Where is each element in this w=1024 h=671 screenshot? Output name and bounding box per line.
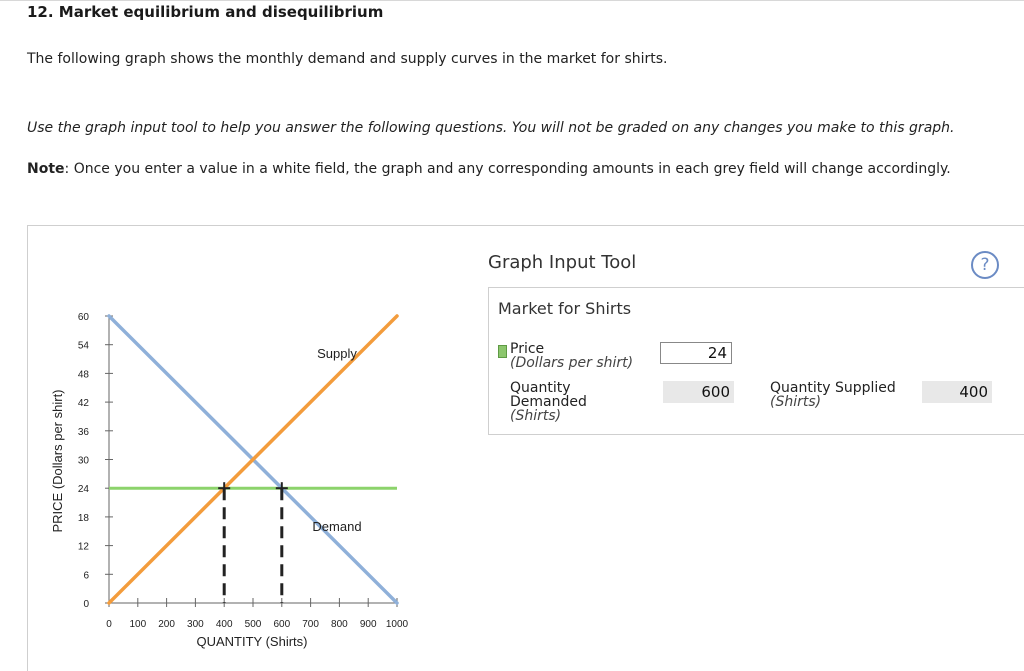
y-tick-label: 42 <box>77 398 89 410</box>
y-tick-label: 6 <box>83 570 89 582</box>
quantity-supplied-unit: (Shirts) <box>770 394 822 410</box>
y-tick-label: 24 <box>77 484 89 496</box>
help-icon[interactable]: ? <box>971 251 999 279</box>
x-tick-label: 900 <box>359 619 377 630</box>
quantity-supplied-field: 400 <box>922 381 992 403</box>
x-tick-label: 300 <box>187 619 204 630</box>
price-label: Price <box>510 341 545 357</box>
price-input[interactable]: 24 <box>660 342 732 364</box>
y-tick-label: 60 <box>77 312 89 323</box>
market-title: Market for Shirts <box>498 299 632 318</box>
x-tick-label: 800 <box>331 619 348 630</box>
quantity-demanded-field: 600 <box>663 381 734 403</box>
x-tick-label: 200 <box>158 619 175 630</box>
question-intro: The following graph shows the monthly demand and supply curves in the market for shirts. <box>27 51 668 67</box>
y-tick-label: 0 <box>83 599 89 610</box>
y-tick-label: 12 <box>77 541 89 553</box>
question-title: 12. Market equilibrium and disequilibrium <box>27 3 384 21</box>
graph-input-tool-title: Graph Input Tool <box>488 252 637 273</box>
question-instruction: Use the graph input tool to help you answer the following questions. You will not be graded on any changes you make to this graph. <box>27 120 955 136</box>
x-tick-label: 1000 <box>385 619 409 630</box>
y-tick-label: 48 <box>77 369 89 381</box>
x-tick-label: 0 <box>106 619 112 630</box>
demand-curve-label: Demand <box>312 519 362 534</box>
y-tick-label: 36 <box>77 426 89 438</box>
price-unit: (Dollars per shirt) <box>510 355 634 371</box>
x-tick-label: 100 <box>129 619 147 630</box>
quantity-supplied-label: Quantity Supplied <box>770 380 896 396</box>
price-line-swatch <box>498 345 507 358</box>
x-axis-label: QUANTITY (Shirts) <box>196 634 308 649</box>
note-text: : Once you enter a value in a white field, the graph and any corresponding amounts in each grey field will change accordingly. <box>64 161 951 177</box>
y-tick-label: 18 <box>77 512 89 524</box>
quantity-demanded-unit: (Shirts) <box>510 408 562 424</box>
y-tick-label: 30 <box>77 455 89 467</box>
quantity-demanded-label-1: Quantity <box>510 380 571 396</box>
y-axis-label: PRICE (Dollars per shirt) <box>50 389 65 533</box>
x-tick-label: 700 <box>302 619 319 630</box>
note-label: Note <box>27 161 65 177</box>
x-tick-label: 500 <box>244 619 262 630</box>
x-tick-label: 400 <box>215 619 233 630</box>
supply-curve-label: Supply <box>317 346 357 361</box>
x-tick-label: 600 <box>273 619 291 630</box>
quantity-demanded-label-2: Demanded <box>510 394 587 410</box>
y-tick-label: 54 <box>77 340 89 352</box>
